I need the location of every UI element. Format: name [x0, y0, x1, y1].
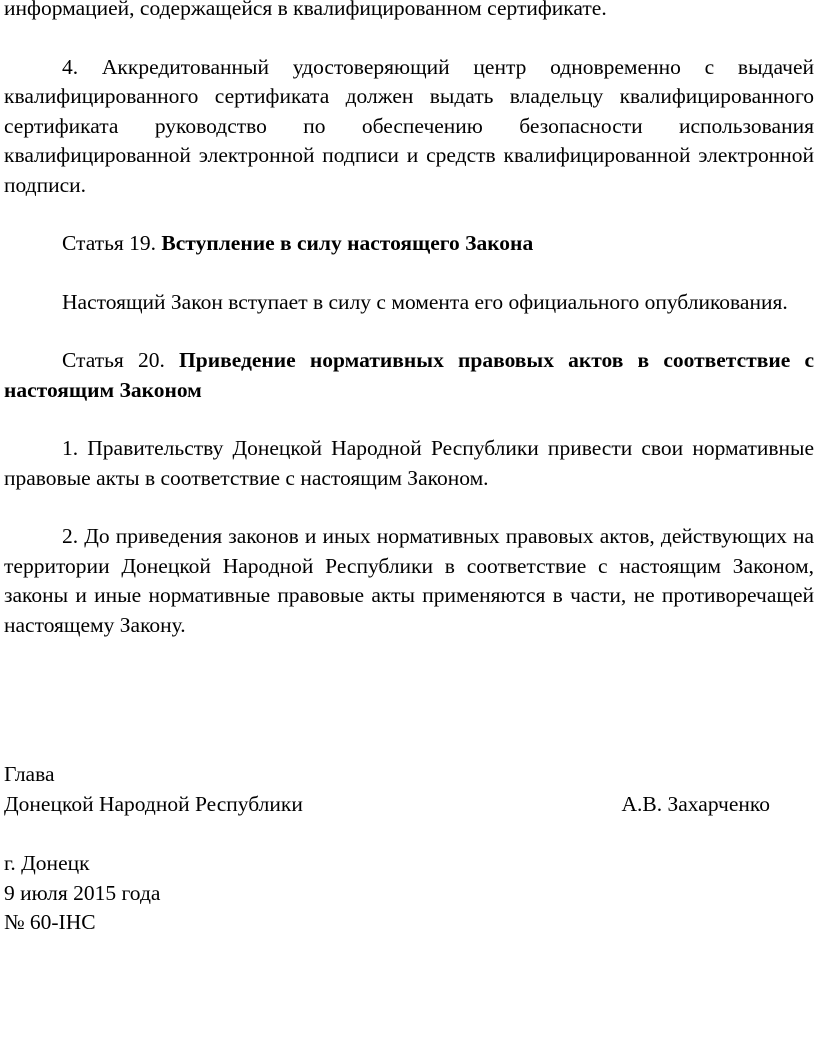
article-19-title: Вступление в силу настоящего Закона — [161, 231, 534, 255]
article-20-heading — [4, 346, 814, 405]
article-19-prefix: Статья 19. — [62, 231, 157, 255]
document-page — [4, 0, 814, 938]
signature-title-line2: Донецкой Народной Республики — [4, 791, 303, 816]
footer-date: 9 июля 2015 года — [4, 880, 161, 905]
article-20-prefix: Статья 20. — [62, 348, 165, 372]
article-19-heading — [4, 229, 814, 259]
paragraph-continuation: информацией, содержащейся в квалифицированном сертификате. — [4, 0, 607, 20]
signatory-name: А.В. Захарченко — [621, 791, 770, 816]
footer-city: г. Донецк — [4, 851, 90, 875]
article-20-title: Приведение нормативных правовых актов в соответствие с настоящим Законом — [4, 348, 815, 402]
signature-row — [4, 790, 770, 820]
signature-title-line1: Глава — [4, 762, 55, 786]
paragraph-entry-into-force: Настоящий Закон вступает в силу с момента его официального опубликования. — [62, 289, 788, 314]
paragraph-item-4: 4. Аккредитованный удостоверяющий центр одновременно с выдачей квалифицированного сертификата должен выдать владельцу квалифицированного сертификата руководство по обеспечению безопасности использования квалифицированной электронной подписи и средств квалифицированной электронной подписи. — [4, 54, 814, 197]
footer-number: № 60-IНС — [4, 910, 96, 934]
paragraph-item-1: 1. Правительству Донецкой Народной Республики привести свои нормативные правовые акты в соответствие с настоящим Законом. — [4, 436, 814, 490]
paragraph-item-2: 2. До приведения законов и иных нормативных правовых актов, действующих на территории Донецкой Народной Республики в соответствие с настоящим Законом, законы и иные нормативные правовые акты применяются в части, не противоречащей настоящему Закону. — [4, 524, 814, 637]
